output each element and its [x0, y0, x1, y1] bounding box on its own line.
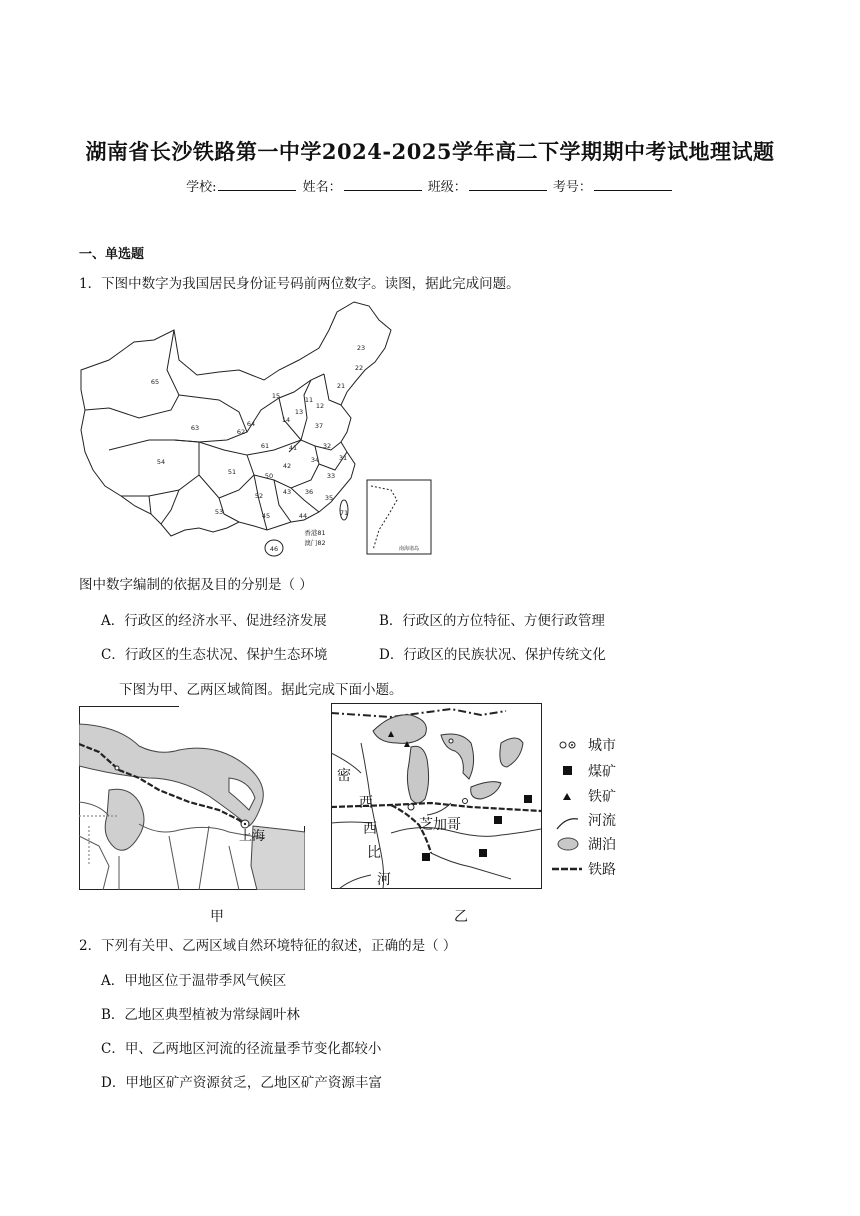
map-code: 32 [322, 442, 332, 450]
q1-question: 图中数字编制的依据及目的分别是（ ） [79, 577, 313, 593]
map-code: 61 [260, 442, 270, 450]
q1-option-c[interactable]: C．行政区的生态状况、保护生态环境 [101, 647, 328, 663]
q1-option-a[interactable]: A．行政区的经济水平、促进经济发展 [101, 613, 327, 629]
river-char: 西 [359, 795, 373, 811]
legend-label: 铁路 [588, 862, 616, 878]
map-code: 33 [326, 472, 336, 480]
q1-stem: 1．下图中数字为我国居民身份证号码前两位数字。读图，据此完成问题。 [79, 276, 520, 292]
q2-option-c[interactable]: C．甲、乙两地区河流的径流量季节变化都较小 [101, 1041, 382, 1057]
map-jia [79, 706, 305, 890]
section-heading: 一、单选题 [79, 247, 145, 262]
class-label: 班级： [427, 180, 467, 195]
map-code: 65 [150, 378, 160, 386]
map-code: 46 [269, 545, 279, 553]
q2-option-a[interactable]: A．甲地区位于温带季风气候区 [101, 973, 287, 989]
river-char: 西 [363, 821, 377, 837]
name-label: 姓名： [302, 180, 342, 195]
name-blank[interactable] [344, 178, 422, 191]
river-char: 密 [337, 768, 351, 784]
map-legend [548, 733, 628, 881]
map-code: 36 [304, 488, 314, 496]
page-title: 湖南省长沙铁路第一中学2024-2025学年高二下学期期中考试地理试题 [85, 139, 775, 164]
map-yi-city-label: 芝加哥 [419, 817, 461, 833]
map-code: 64 [246, 420, 256, 428]
map-code: 52 [254, 492, 264, 500]
map-code: 44 [298, 512, 308, 520]
q2-option-b[interactable]: B．乙地区典型植被为常绿阔叶林 [101, 1007, 300, 1023]
map-code: 22 [354, 364, 364, 372]
legend-lake-icon [558, 838, 578, 850]
legend-label: 煤矿 [588, 764, 616, 780]
map-code: 11 [304, 396, 314, 404]
map-code: 62 [236, 428, 246, 436]
river-char: 比 [367, 845, 381, 861]
map-code: 澳门82 [304, 539, 326, 547]
map-code: 34 [310, 456, 320, 464]
map-code: 15 [271, 392, 281, 400]
q2-option-d[interactable]: D．甲地区矿产资源贫乏，乙地区矿产资源丰富 [101, 1075, 382, 1091]
map-code: 14 [281, 416, 291, 424]
map-code: 12 [315, 402, 325, 410]
legend-coal-icon [563, 766, 572, 775]
map-code: 50 [264, 472, 274, 480]
legend-label: 城市 [588, 738, 616, 754]
china-id-map [79, 300, 439, 562]
map-jia-city-label: 上海 [239, 829, 266, 844]
map-code: 43 [282, 488, 292, 496]
legend-city-icon [560, 742, 575, 748]
group2-intro: 下图为甲、乙两区域简图。据此完成下面小题。 [119, 682, 403, 698]
number-label: 考号： [552, 180, 592, 195]
legend-river-icon [557, 819, 578, 829]
q1-option-d[interactable]: D．行政区的民族状况、保护传统文化 [379, 647, 606, 663]
map-code: 51 [227, 468, 237, 476]
map-code: 45 [261, 512, 271, 520]
class-blank[interactable] [469, 178, 547, 191]
map-code: 41 [288, 444, 298, 452]
map-code: 42 [282, 462, 292, 470]
map-code: 63 [190, 424, 200, 432]
map-code: 南海诸岛 [398, 546, 420, 552]
map-jia-caption: 甲 [210, 909, 224, 925]
student-info-line [0, 176, 860, 195]
map-code: 23 [356, 344, 366, 352]
school-blank[interactable] [218, 178, 296, 191]
map-code: 13 [294, 408, 304, 416]
legend-label: 铁矿 [588, 789, 616, 805]
map-yi-caption: 乙 [454, 909, 468, 925]
map-code: 54 [156, 458, 166, 466]
map-code: 53 [214, 508, 224, 516]
map-code: 21 [336, 382, 346, 390]
q2-stem: 2．下列有关甲、乙两区域自然环境特征的叙述，正确的是（ ） [79, 938, 457, 954]
school-label: 学校: [186, 180, 217, 195]
river-char: 河 [377, 872, 391, 888]
map-code: 31 [338, 454, 348, 462]
legend-label: 河流 [588, 813, 616, 829]
legend-label: 湖泊 [588, 837, 616, 853]
number-blank[interactable] [594, 178, 672, 191]
map-code: 71 [339, 509, 349, 517]
map-code: 香港81 [304, 529, 326, 537]
map-code: 37 [314, 422, 324, 430]
map-yi [331, 703, 542, 889]
map-code: 35 [324, 494, 334, 502]
q1-option-b[interactable]: B．行政区的方位特征、方便行政管理 [379, 613, 605, 629]
legend-iron-icon [563, 793, 571, 800]
